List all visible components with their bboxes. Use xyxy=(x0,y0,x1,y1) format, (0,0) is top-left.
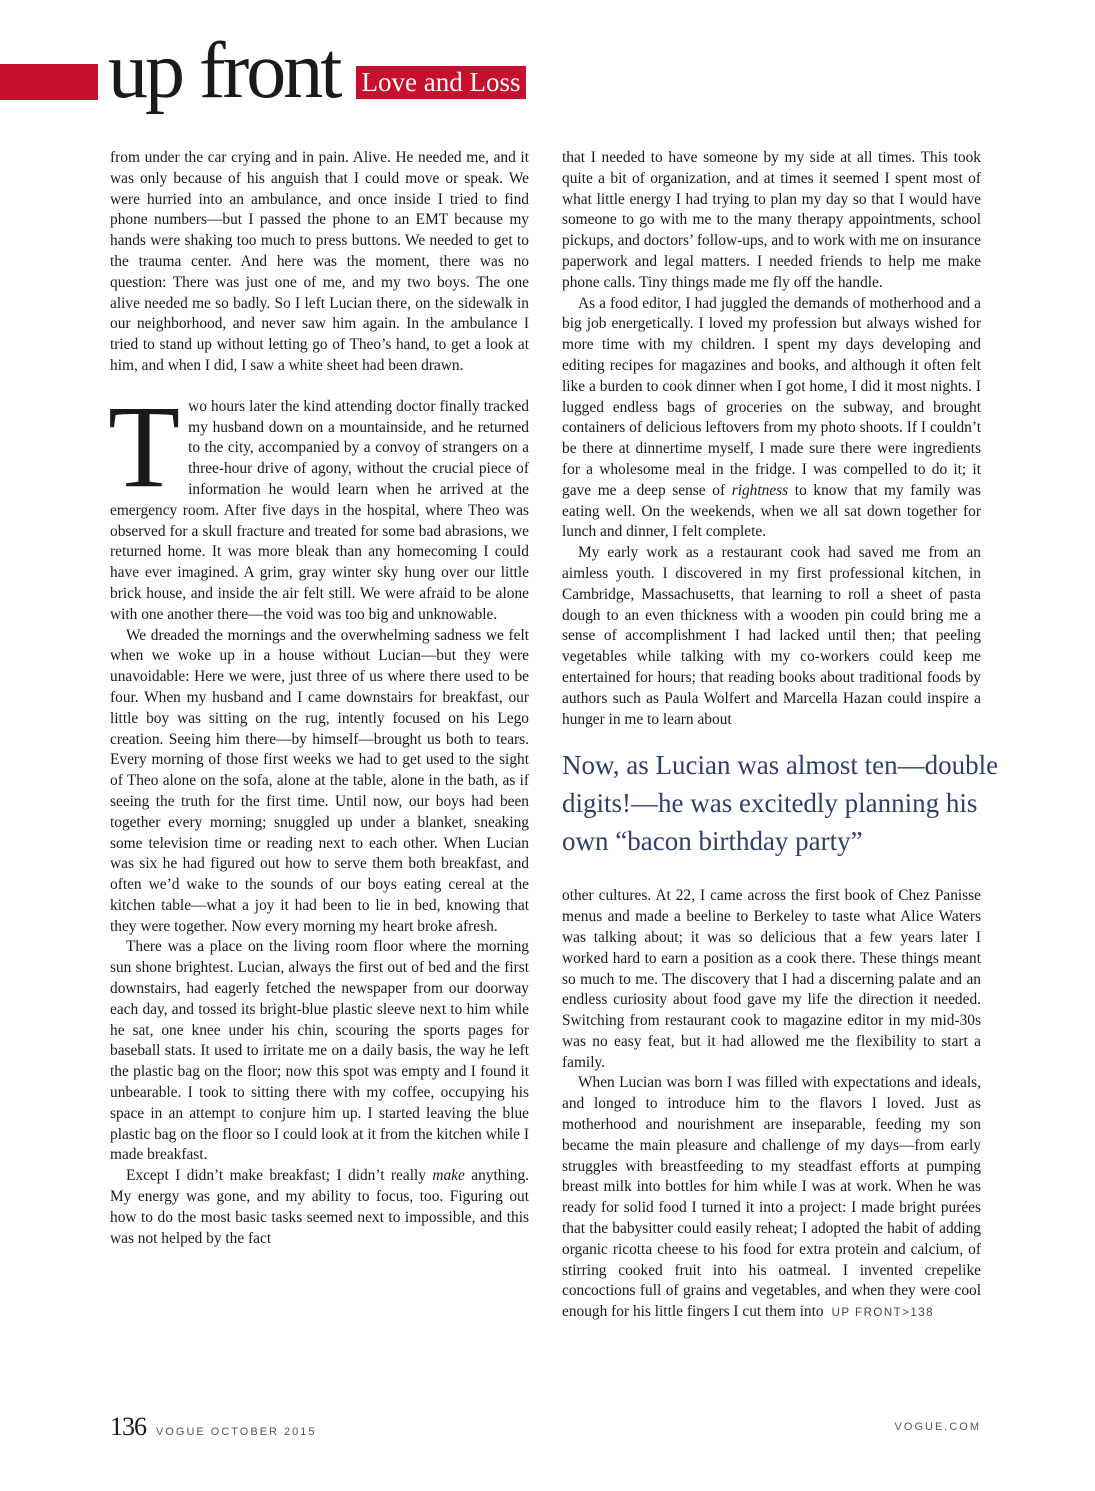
pull-quote: Now, as Lucian was almost ten—double digits!—he was excitedly planning his own “bacon birthday party” xyxy=(562,750,999,857)
section-tag: Love and Loss xyxy=(356,66,527,99)
paragraph-text: When Lucian was born I was filled with expectations and ideals, and longed to introduce him to the flavors I loved. Just as motherhood and nourishment are inseparable, feeding my son became the main pleasure and challenge of my days—from early struggles with breastfeeding to my steadfast efforts at pumping breast milk into bottles for him while I was at work. When he was ready for solid food I turned it into a project: I made bright purées that the babysitter could easily reheat; I adopted the habit of adding organic ricotta cheese to his food for extra protein and calcium, of stirring cooked fruit into his oatmeal. I invented crepelike concoctions full of grains and vegetables, and when they were cool enough for his little fingers I cut them into xyxy=(562,1074,981,1321)
paragraph-text: As a food editor, I had juggled the demands of motherhood and a big job energetically. I loved my profession but always wished for more time with my children. I spent my days developing and editing recipes for magazines and books, and although it often felt like a burden to cook dinner when I got home, I did it most nights. I lugged endless bags of groceries on the subway, and brought containers of delicious leftovers from my photo shoots. If I couldn’t be there at dinnertime myself, I made sure there were ingredients for a wholesome meal in the fridge. I was compelled to do it; it gave me a deep sense of xyxy=(562,294,981,499)
section-color-bar xyxy=(0,64,98,100)
paragraph: We dreaded the mornings and the overwhelming sadness we felt when we woke up in a house without Lucian—but they were unavoidable: Here we were, just three of us where there used to be four. When my husband and I came downstairs for breakfast, our little boy was sitting on the rug, intently focused on his Lego creation. Seeing him there—by himself—brought us both to tears. Every morning of those first weeks we had to get used to the sight of Theo alone on the sofa, alone at the table, alone in the bath, as if seeing the truth for the first time. Until now, our boys had been together every morning; snuggled up under a blanket, sneaking some television time or reading next to each other. When Lucian was six he had figured out how to serve them both breakfast, and often we’d wake to the sounds of our boys eating cereal at the kitchen table—what a joy it had been to lie in bed, knowing that they were together. Now every morning my heart broke afresh. xyxy=(110,626,529,935)
page-number: 136 xyxy=(110,1412,146,1441)
paragraph-text: Except I didn’t make breakfast; I didn’t really xyxy=(126,1167,433,1185)
paragraph xyxy=(562,294,981,544)
section-masthead xyxy=(108,26,526,116)
paragraph-text: to know that my family was eating well. On the weekends, when we all sat down together for lunch and dinner, I felt complete. xyxy=(562,481,981,541)
paragraph xyxy=(562,1073,981,1324)
paragraph-with-dropcap xyxy=(108,380,529,626)
section-title: up front xyxy=(108,27,340,115)
footer-folio xyxy=(110,1412,317,1442)
site-label: VOGUE.COM xyxy=(894,1421,981,1433)
paragraph: from under the car crying and in pain. Alive. He needed me, and it was only because of his anguish that I could move or speak. We were hurried into an ambulance, and once inside I tried to find phone numbers—but I passed the phone to an EMT because my hands were shaking too much to press buttons. We needed to get to the trauma center. And here was the moment, there was no question: There was just one of me, and my two boys. The one alive needed me so badly. So I left Lucian there, on the sidewalk in our neighborhood, and never saw him again. In the ambulance I tried to stand up without letting go of Theo’s hand, to get a look at him, and when I did, I saw a white sheet had been drawn. xyxy=(110,149,529,374)
paragraph: My early work as a restaurant cook had saved me from an aimless youth. I discovered in my first professional kitchen, in Cambridge, Massachusetts, that learning to roll a sheet of pasta dough to an even thickness with a wooden pin could bring me a sense of accomplishment I had lacked until then; that peeling vegetables while talking with my co-workers could keep me entertained for hours; that reading books about traditional foods by authors such as Paula Wolfert and Marcella Hazan could inspire a hunger in me to learn about xyxy=(562,544,981,728)
drop-cap: T xyxy=(108,380,181,512)
emphasis: rightness xyxy=(731,481,789,499)
paragraph xyxy=(110,1166,529,1249)
paragraph-text: anything. My energy was gone, and my ability to focus, too. Figuring out how to do the most basic tasks seemed next to impossible, and this was not helped by the fact xyxy=(110,1167,529,1247)
paragraph: other cultures. At 22, I came across the first book of Chez Panisse menus and made a beeline to Berkeley to taste what Alice Waters was talking about; it was so delicious that a few years later I worked hard to earn a position as a cook there. These things meant so much to me. The discovery that I had a discerning palate and an endless curiosity about food gave my life the direction it needed. Switching from restaurant cook to magazine editor in my mid-30s was no easy feat, but it had allowed me the flexibility to start a family. xyxy=(562,887,981,1071)
issue-label: VOGUE OCTOBER 2015 xyxy=(156,1426,317,1438)
continued-reference: UP FRONT>138 xyxy=(831,1307,935,1320)
emphasis: make xyxy=(432,1167,465,1185)
paragraph: that I needed to have someone by my side at all times. This took quite a bit of organization, and at times it seemed I spent most of what little energy I had trying to plan my day so that I would have someone to go with me to the many therapy appointments, school pickups, and doctors’ follow-ups, and to work with me on insurance paperwork and legal matters. I needed friends to help me make phone calls. Tiny things made me fly off the handle. xyxy=(562,149,981,291)
paragraph-text: wo hours later the kind attending doctor finally tracked my husband down on a mountainside, and he returned to the city, accompanied by a convoy of strangers on a three-hour drive of agony, without the crucial piece of information he would learn when he arrived at the emergency room. After five days in the hospital, where Theo was observed for a skull fracture and treated for some bad abrasions, we returned home. It was more bleak than any homecoming I could have ever imagined. A grim, gray winter sky hung over our little brick house, and inside the air felt still. We were afraid to be alone with one another there—the void was too big and unknowable. xyxy=(110,397,529,623)
left-column xyxy=(110,148,529,1249)
paragraph: There was a place on the living room floor where the morning sun shone brightest. Lucian, always the first out of bed and the first downstairs, had eagerly fetched the newspaper from our doorway each day, and tossed its bright-blue plastic sleeve next to him while he sat, one knee under his chin, scouring the sports pages for baseball stats. It used to irritate me on a daily basis, the way he left the plastic bag on the floor; now this spot was empty and I found it unbearable. I took to sitting there with my coffee, occupying his space in an attempt to conjure him up. I started leaving the blue plastic bag on the floor so I could look at it from the kitchen while I made breakfast. xyxy=(110,938,529,1164)
right-column xyxy=(562,148,999,1324)
